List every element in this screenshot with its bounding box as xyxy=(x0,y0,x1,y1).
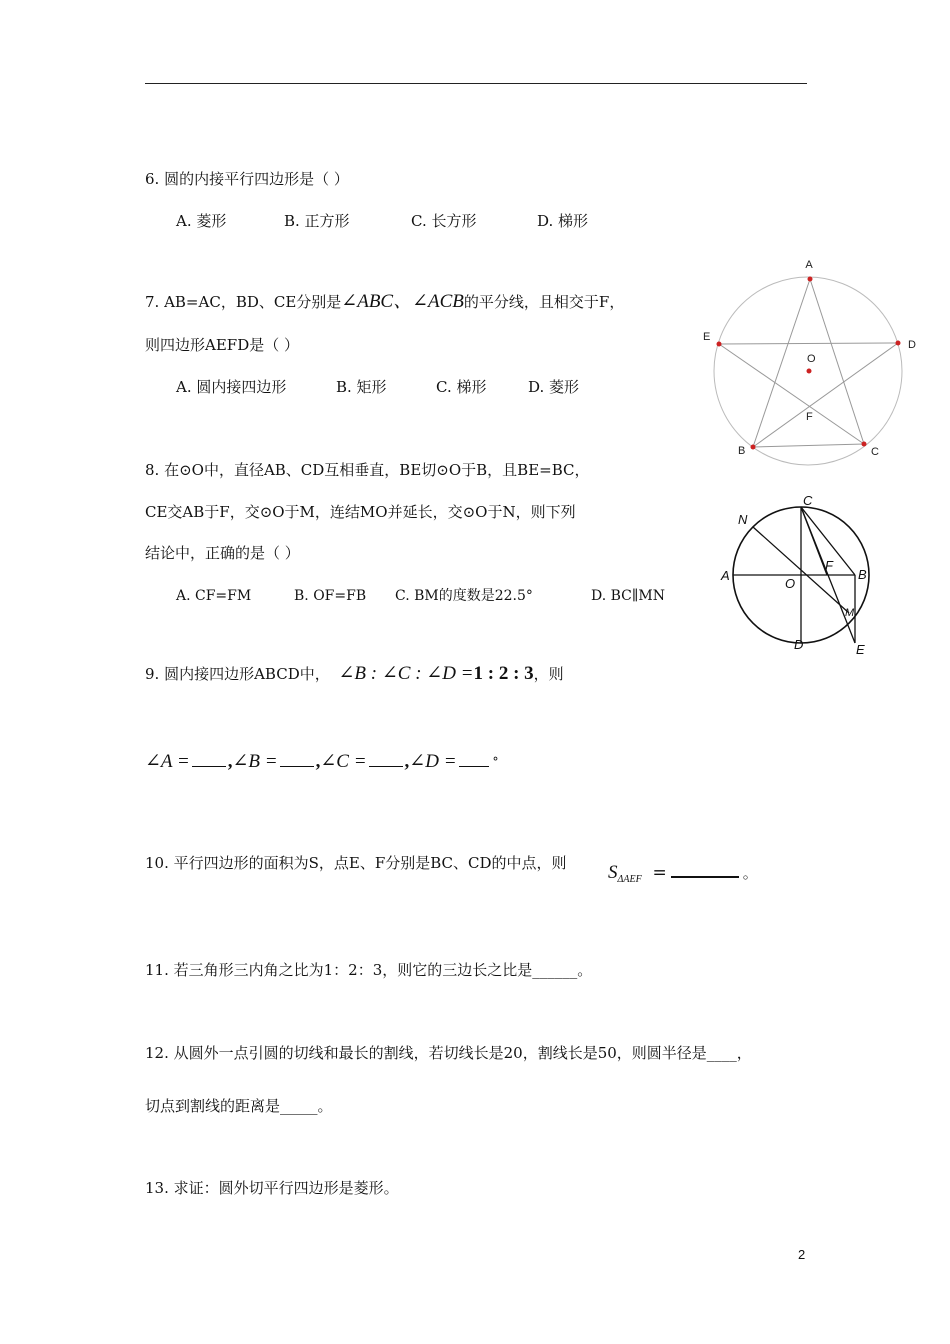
q12-stem-line1: 12. 从圆外一点引圆的切线和最长的割线，若切线长是20，割线长是50，则圆半径是____， xyxy=(145,1044,752,1062)
q8-stem-line3: 结论中，正确的是（ ） xyxy=(145,544,300,562)
fig8-label-o: O xyxy=(785,576,796,591)
q9-angle-d: ∠D = xyxy=(409,751,457,772)
q9-angle-b: ∠B = xyxy=(232,751,278,772)
page-number: 2 xyxy=(798,1247,806,1262)
q9-blank-c[interactable] xyxy=(369,752,403,767)
fig8-label-f: F xyxy=(825,558,833,573)
q10-blank[interactable] xyxy=(671,862,739,878)
q10-area-symbol: S xyxy=(608,862,618,883)
q9-blank-a[interactable] xyxy=(192,752,226,767)
fig8-label-b: B xyxy=(858,567,867,582)
q7-option-c: C. 梯形 xyxy=(436,378,487,396)
point-o xyxy=(807,369,812,374)
q9-answers: ∠A = ,∠B = ,∠C = ,∠D = ° xyxy=(145,751,499,772)
q8-stem-line1: 8. 在⊙O中，直径AB、CD互相垂直，BE切⊙O于B，且BE=BC， xyxy=(145,461,590,479)
q9-stem xyxy=(145,664,564,684)
fig8-label-a: A xyxy=(721,568,730,583)
q9-blank-d[interactable] xyxy=(459,752,489,767)
label-a: A xyxy=(805,259,813,271)
label-e: E xyxy=(703,331,711,343)
q6-option-d: D. 梯形 xyxy=(537,212,589,230)
q9-stem-post: ，则 xyxy=(533,665,564,683)
q9-ratio-right: 1 : 2 : 3 xyxy=(473,663,534,684)
q7-stem-pre: 7. AB=AC，BD、CE分别是 xyxy=(145,293,342,311)
q7-figure xyxy=(695,252,925,467)
point-c xyxy=(862,442,867,447)
q8-option-b: B. OF=FB xyxy=(294,588,367,604)
label-c: C xyxy=(871,446,879,458)
q6-options xyxy=(176,211,588,231)
q10-tail: 。 xyxy=(742,864,758,882)
q8-stem-line2: CE交AB于F，交⊙O于M，连结MO并延长，交⊙O于N，则下列 xyxy=(145,503,576,521)
q9-degree: ° xyxy=(492,755,499,769)
q7-option-d: D. 菱形 xyxy=(528,378,580,396)
label-d: D xyxy=(908,339,916,351)
fig8-label-m: M xyxy=(845,607,855,619)
q9-angle-a: ∠A = xyxy=(145,751,190,772)
q6-option-c: C. 长方形 xyxy=(411,212,477,230)
label-b: B xyxy=(738,445,746,457)
q7-option-b: B. 矩形 xyxy=(336,378,387,396)
q10-equals: = xyxy=(652,863,667,883)
fig8-label-e: E xyxy=(856,642,865,657)
q9-stem-pre: 9. 圆内接四边形ABCD中， xyxy=(145,665,330,683)
point-e xyxy=(717,342,722,347)
q10-area xyxy=(608,862,758,890)
q8-figure xyxy=(715,492,875,660)
point-b xyxy=(751,445,756,450)
q6-option-b: B. 正方形 xyxy=(284,212,350,230)
q7-option-a: A. 圆内接四边形 xyxy=(176,378,287,396)
q10-area-sub: ΔAEF xyxy=(617,874,642,885)
q7-stem xyxy=(145,292,624,312)
q11-stem: 11. 若三角形三内角之比为1：2：3，则它的三边长之比是______。 xyxy=(145,961,593,979)
point-a xyxy=(808,277,813,282)
q12-stem-line2: 切点到割线的距离是_____。 xyxy=(145,1097,333,1115)
q8-options xyxy=(176,586,665,606)
fig8-label-d: D xyxy=(794,637,804,652)
point-d xyxy=(896,341,901,346)
q13-stem: 13. 求证：圆外切平行四边形是菱形。 xyxy=(145,1179,399,1197)
q7-stem-post: 的平分线，且相交于F， xyxy=(463,293,625,311)
q7-options xyxy=(176,377,579,397)
q9-blank-b[interactable] xyxy=(280,752,314,767)
q10-stem: 10. 平行四边形的面积为S，点E、F分别是BC、CD的中点，则 xyxy=(145,854,567,872)
fig8-label-n: N xyxy=(738,512,748,527)
label-o: O xyxy=(807,353,816,365)
q8-option-a: A. CF=FM xyxy=(176,588,252,604)
q8-option-d: D. BC∥MN xyxy=(591,588,665,604)
q9-angle-c: ∠C = xyxy=(320,751,367,772)
q7-stem-line2: 则四边形AEFD是（ ） xyxy=(145,336,299,354)
q6-stem: 6. 圆的内接平行四边形是（ ） xyxy=(145,170,349,188)
q7-stem-math: ∠ABC、∠ACB xyxy=(341,291,464,312)
header-rule xyxy=(145,83,807,84)
q9-ratio-left: ∠B : ∠C : ∠D = xyxy=(338,663,474,684)
fig8-label-c: C xyxy=(803,493,813,508)
label-f: F xyxy=(806,411,813,423)
q6-option-a: A. 菱形 xyxy=(176,212,227,230)
q8-option-c: C. BM的度数是22.5° xyxy=(395,588,533,604)
